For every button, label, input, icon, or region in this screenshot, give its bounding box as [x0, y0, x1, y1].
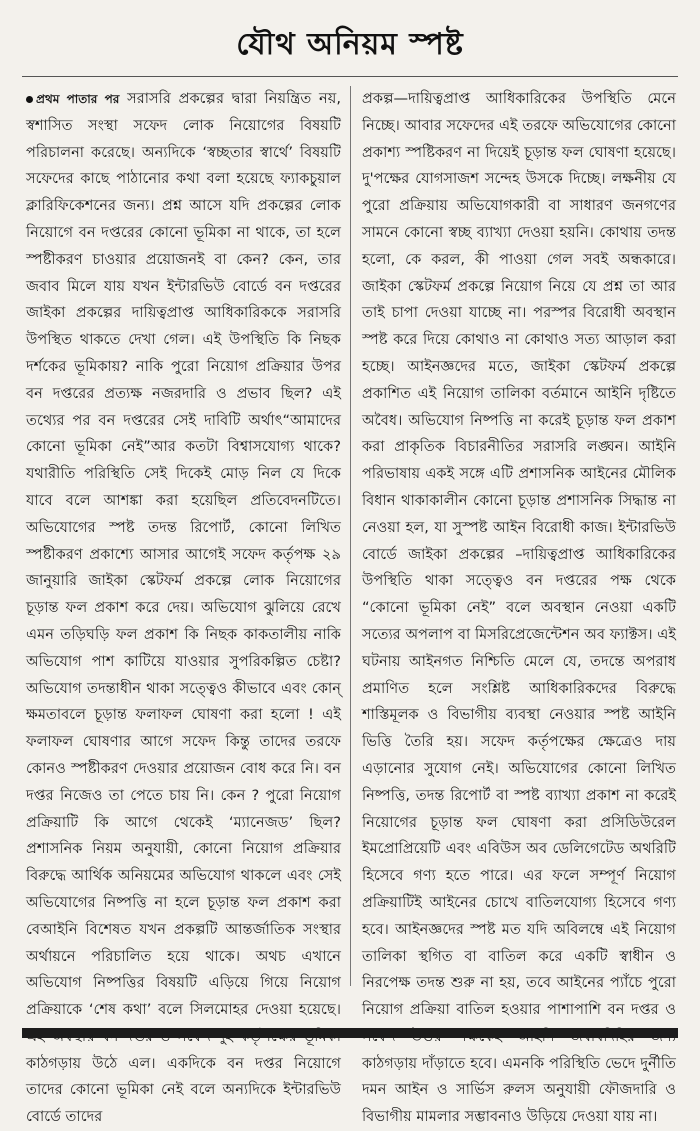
article-column-right: [362, 86, 676, 1126]
left-column-text: সরাসরি প্রকল্পের দ্বারা নিয়ন্ত্রিত নয়, স্বশাসিত সংস্থা সফেদ লোক নিয়োগের বিষয়টি পরিচালনা করেছে। অন্যদিকে ‘স্বচ্ছতার স্বার্থে’ বিষয়টি সফেদের কাছে পাঠানোর কথা বলা হয়েছে ফ্যাকচুয়াল ক্লারিফিকেশনের জন্য। প্রশ্ন আসে যদি প্রকল্পের লোক নিয়োগে বন দপ্তরের কোনো ভূমিকা না থাকে, তা হলে স্পষ্টীকরণ চাওয়ার প্রয়োজনই বা কেন? কেন, তার জবাব মিলে যায় যখন ইন্টারভিউ বোর্ডে বন দপ্তরের জাইকা প্রকল্পের দায়িত্বপ্রাপ্ত আধিকারিককে সরাসরি উপস্থিত থাকতে দেখা গেল। এই উপস্থিতি কি নিছক দর্শকের ভূমিকায়? নাকি পুরো নিয়োগ প্রক্রিয়ার উপর বন দপ্তরের প্রত্যক্ষ নজরদারি ও প্রভাব ছিল? এই তথ্যের পর বন দপ্তরের সেই দাবিটি অর্থাৎ“আমাদের কোনো ভূমিকা নেই”আর কতটা বিশ্বাসযোগ্য থাকে? যথারীতি পরিস্থিতি সেই দিকেই মোড় নিল যে দিকে যাবে বলে আশঙ্কা করা হয়েছিল প্রতিবেদনটিতে। অভিযোগের স্পষ্ট তদন্ত রিপোর্ট, কোনো লিখিত স্পষ্টীকরণ প্রকাশ্যে আসার আগেই সফেদ কর্তৃপক্ষ ২৯ জানুয়ারি জাইকা স্কেটফর্ম প্রকল্পে লোক নিয়োগের চূড়ান্ত ফল প্রকাশ করে দেয়। অভিযোগ ঝুলিয়ে রেখে এমন তড়িঘড়ি ফল প্রকাশ কি নিছক কাকতালীয় নাকি অভিযোগ পাশ কাটিয়ে যাওয়ার সুপরিকল্পিত চেষ্টা? অভিযোগ তদন্তাধীন থাকা সত্ত্বেও কীভাবে এবং কোন্‌ ক্ষমতাবলে চূড়ান্ত ফলাফল ঘোষণা করা হলো ! এই ফলাফল ঘোষণার আগে সফেদ কিন্তু তাদের তরফে কোনও স্পষ্টীকরণ দেওয়ার প্রয়োজন বোধ করে নি। বন দপ্তর নিজেও তা পেতে চায় নি। কেন ? পুরো নিয়োগ প্রক্রিয়াটি কি আগে থেকেই ‘ম্যানেজড’ ছিল? প্রশাসনিক নিয়ম অনুযায়ী, কোনো নিয়োগ প্রক্রিয়ার বিরুদ্ধে আর্থিক অনিয়মের অভিযোগ থাকলে এবং সেই অভিযোগের নিষ্পত্তি না হলে চূড়ান্ত ফল প্রকাশ করা বেআইনি বিশেষত যখন প্রকল্পটি আন্তর্জাতিক সংস্থার অর্থায়নে পরিচালিত হয়ে থাকে। অথচ এখানে অভিযোগ নিষ্পত্তির বিষয়টি এড়িয়ে গিয়ে নিয়োগ প্রক্রিয়াকে ‘শেষ কথা’ বলে সিলমোহর দেওয়া হয়েছে। কাঠগড়ায় উঠে এল। একদিকে বন দপ্তর নিয়োগে তাদের কোনো ভূমিকা নেই বলে অন্যদিকে ইন্টারভিউ বোর্ডে তাদের: [26, 90, 341, 1126]
column-divider: [350, 86, 351, 986]
headline: যৌথ অনিয়ম স্পষ্ট: [236, 27, 464, 62]
jump-label: প্রথম পাতার পর: [36, 92, 120, 106]
article-paragraph-right: প্রকল্প—দায়িত্বপ্রাপ্ত আধিকারিকের উপস্থিতি মেনে নিচ্ছে। আবার সফেদের এই তরফে অভিযোগের কোনো প্রকাশ্য স্পষ্টিকরণ না দিয়েই চূড়ান্ত ফল ঘোষণা হয়েছে। দু'পক্ষের যোগসাজশ সন্দেহ উসকে দিচ্ছে। লক্ষনীয় যে পুরো প্রক্রিয়ায় অভিযোগকারী বা সাধারণ জনগণের সামনে কোনো স্বচ্ছ ব্যাখ্যা দেওয়া হয়নি। কোথায় তদন্ত হলো, কে করল, কী পাওয়া গেল সবই অন্ধকারে। জাইকা স্কেটফর্ম প্রকল্পে নিয়োগ নিয়ে যে প্রশ্ন তা আর তাই চাপা দেওয়া যাচ্ছে না। পরস্পর বিরোধী অবস্থান স্পষ্ট করে দিয়ে কোথাও না কোথাও সত্য আড়াল করা হচ্ছে। আইনজ্ঞদের মতে, জাইকা স্কেটফর্ম প্রকল্পে প্রকাশিত এই নিয়োগ তালিকা বর্তমানে আইনি দৃষ্টিতে অবৈধ। অভিযোগ নিষ্পত্তি না করেই চূড়ান্ত ফল প্রকাশ করা প্রাকৃতিক বিচারনীতির সরাসরি লঙ্ঘন। আইনি পরিভাষায় একই সঙ্গে এটি প্রশাসনিক আইনের মৌলিক বিধান থাকাকালীন কোনো চূড়ান্ত প্রশাসনিক সিদ্ধান্ত না নেওয়া হল, যা সুস্পষ্ট আইন বিরোধী কাজ। ইন্টারভিউ বোর্ডে জাইকা প্রকল্পের –দায়িত্বপ্রাপ্ত আধিকারিকের উপস্থিতি থাকা সত্ত্বেও বন দপ্তরের পক্ষ থেকে “কোনো ভূমিকা নেই” বলে অবস্থান নেওয়া একটি সত্যের অপলাপ বা মিসরিপ্রেজেন্টেশন অব ফ্যাক্টস। এই ঘটনায় আইনগত নিশ্চিতি মেলে যে, তদন্তে অপরাধ প্রমাণিত হলে সংশ্লিষ্ট আধিকারিকদের বিরুদ্ধে শাস্তিমূলক ও বিভাগীয় ব্যবস্থা নেওয়ার স্পষ্ট আইনি ভিত্তি তৈরি হয়। সফেদ কর্তৃপক্ষের ক্ষেত্রেও দায় এড়ানোর সুযোগ নেই। অভিযোগের কোনো লিখিত নিষ্পত্তি, তদন্ত রিপোর্ট বা স্পষ্ট ব্যাখ্যা প্রকাশ না করেই নিয়োগের চূড়ান্ত ফল ঘোষণা করা প্রসিডিউরেল ইমপ্রোপ্রিয়েটি এবং এবিউস অব ডেলিগেটেড অথরিটি হিসেবে গণ্য হতে পারে। এর ফলে সম্পূর্ণ নিয়োগ প্রক্রিয়াটিই আইনের চোখে বাতিলযোগ্য হিসেবে গণ্য হবে। আইনজ্ঞদের স্পষ্ট মত যদি অবিলম্বে এই নিয়োগ তালিকা স্থগিত বা বাতিল করে একটি স্বাধীন ও নিরপেক্ষ তদন্ত শুরু না হয়, তবে আইনের প্যাঁচে পুরো নিয়োগ প্রক্রিয়া বাতিল হওয়ার পাশাপাশি বন দপ্তর ও কাঠগড়ায় দাঁড়াতে হবে। এমনকি পরিস্থিতি ভেদে দুর্নীতি দমন আইন ও সার্ভিস রুলস অনুযায়ী ফৌজদারি ও বিভাগীয় মামলার সম্ভাবনাও উড়িয়ে দেওয়া যায় না।: [362, 90, 676, 1126]
headline-rule: [22, 76, 678, 77]
footer-rule: [22, 1028, 678, 1038]
bullet-icon: [26, 96, 33, 103]
article-paragraph-left: [26, 86, 341, 1131]
article-column-left: [26, 86, 341, 1126]
